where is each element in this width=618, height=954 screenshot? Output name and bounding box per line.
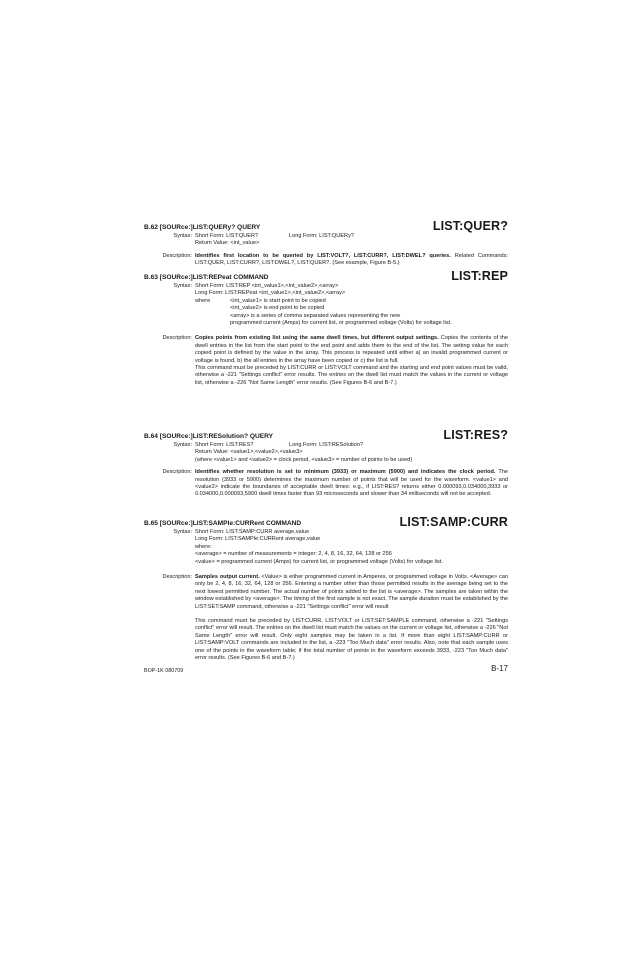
description-body	[195, 574, 508, 662]
where-item: programmed current (Amps) for current list, or programmed voltage (Volts) for voltage list.	[230, 320, 452, 327]
section-title: B.63 [SOURce:]LIST:REPeat COMMAND	[144, 274, 269, 281]
syntax-body	[195, 529, 508, 566]
description-text: Related Commands: LIST:QUER, LIST:CURR?, LIST:DWEL?, LIST:QUER?. (See example, Figure B-5.)	[195, 252, 509, 267]
section-command-heading: LIST:RES?	[443, 428, 508, 442]
syntax-row	[144, 233, 508, 248]
syntax-body	[195, 233, 508, 248]
description-text: <Value> is either programmed current in Amperes, or programmed voltage in Volts. <Average> can only be 2, 4, 8, 16, 32, 64, 128 or 256. Entering a number other than those permitted results in the average being set to the next lowest permitted number. The actual number of points added to the list is <average>. The samples are taken within the window established by <average>. The timing of the first sample is not exact. The sample duration must be established by the LIST:SET:SAMP command, otherwise a -221 "Settings conflict" error will result	[195, 574, 508, 610]
description-body	[195, 335, 508, 387]
return-value: Return Value: <int_value>	[195, 240, 260, 247]
where-item: <int_value2> is end point to be copied	[230, 305, 325, 312]
description-text: Copies the contents of the dwell entries in the list from the start point to the end point and adds them to the end of the list. The setting value for each copied point is defined by the value in the array. This process is repeated until either a) an invalid programmed current or voltage is found, b) the all entries in the array have been copied or c) the list is full.	[195, 335, 509, 364]
section-b63	[144, 268, 508, 387]
section-header	[144, 514, 508, 528]
syntax-row	[144, 283, 508, 327]
where-item: <value> = programmed current (Amps) for current list, or programmed voltage (Volts) for voltage list.	[195, 558, 443, 565]
section-b64	[144, 427, 508, 499]
description-label: Description:	[162, 252, 192, 259]
syntax-label: Syntax:	[173, 442, 192, 448]
section-header	[144, 427, 508, 441]
section-header	[144, 218, 508, 232]
syntax-label: Syntax:	[173, 233, 192, 239]
short-form: Short Form: LIST:RES?	[195, 442, 254, 448]
description-label: Description:	[162, 335, 192, 342]
section-b65	[144, 514, 508, 663]
section-command-heading: LIST:SAMP:CURR	[399, 515, 508, 529]
description-lead: Copies points from existing list using the same dwell times, but different output settings.	[195, 335, 439, 342]
description-label: Description:	[162, 574, 192, 581]
syntax-body	[195, 283, 508, 327]
long-form: Long Form: LIST:SAMPle:CURRent average,value	[195, 536, 321, 543]
description-row	[144, 574, 508, 662]
section-command-heading: LIST:QUER?	[432, 219, 508, 233]
section-title: B.65 [SOURce:]LIST:SAMPle:CURRent COMMAND	[144, 520, 302, 527]
description-lead: Identifies whether resolution is set to minimum (3933) or maximum (5900) and indicates the clock period.	[195, 469, 496, 476]
where-item: <int_value1> is start point to be copied	[230, 297, 326, 304]
short-form: Short Form: LIST:REP <int_value1>,<int_value2>,<array>	[195, 283, 339, 289]
where-label: where:	[195, 543, 212, 550]
description-row	[144, 335, 508, 387]
description-body	[195, 469, 508, 499]
section-command-heading: LIST:REP	[451, 269, 508, 283]
section-title: B.62 [SOURce:]LIST:QUERy? QUERY	[144, 224, 261, 231]
syntax-label: Syntax:	[173, 529, 192, 535]
where-item: <average> = number of measurements = integer: 2, 4, 8, 16, 32, 64, 128 or 256	[195, 551, 392, 558]
long-form: Long Form: LIST:QUERy?	[289, 233, 354, 239]
long-form: Long Form: LIST:RESolution?	[289, 442, 363, 448]
description-lead: Identifies first location to be queried by LIST:VOLT?, LIST:CURR?, LIST:DWEL? queries.	[195, 252, 451, 259]
description-row	[144, 469, 508, 499]
where-note: (where <value1> and <value2> = clock period, <value3> = number of points to be used)	[195, 456, 413, 463]
short-form: Short Form: LIST:QUER?	[195, 233, 259, 239]
section-b62	[144, 218, 508, 268]
long-form: Long Form: LIST:REPeat <int_value1>,<int_value2>,<array>	[195, 290, 346, 297]
description-label: Description:	[162, 469, 192, 476]
return-value: Return Value: <value1>,<value2>,<value3>	[195, 449, 303, 456]
description-text: The resolution (3933 or 5900) determines the maximum number of points that will be used for the waveform. <value1> and <value2> indicate the boundaries of acceptable dwell times: e.g., if LIST:RES? returns either 0.000093,0.034000,3933 or 0.034000,0.000093,5900 dwell times faster than 93 microseconds and slower than 34 milliseconds will not be accepted.	[195, 469, 509, 498]
section-title: B.64 [SOURce:]LIST:RESolution? QUERY	[144, 433, 274, 440]
section-header	[144, 268, 508, 282]
syntax-body	[195, 442, 508, 464]
footer-page-number: B-17	[491, 664, 508, 673]
description-lead: Samples output current.	[195, 574, 260, 581]
description-body	[195, 253, 508, 268]
description-paragraph: This command must be preceded by LIST:CURR, LIST:VOLT or LIST:SET:SAMPLE command, otherwise a -221 "Settings conflict" error will result. The entries on the dwell list must match the values on the current or voltage list, otherwise a -226 "Not Same Length" error will result. Only eight samples may be taken in a list. If more than eight LIST:SAMP:CURR or LIST:SAMP:VOLT commands are included in the list, a -223 "Too Much data" error results. Also, note that each sample uses one of the points in the waveform table; if the total number of points in the waveform exceeds 3933, -223 "Too Much data" error results. (See Figures B-6 and B-7.)	[195, 618, 508, 662]
description-row	[144, 253, 508, 268]
syntax-label: Syntax:	[173, 283, 192, 289]
short-form: Short Form: LIST:SAMP:CURR average,value	[195, 529, 310, 535]
syntax-row	[144, 529, 508, 566]
footer-document-id: BOP-1K 080709	[144, 668, 184, 674]
description-paragraph: This command must be preceded by LIST:CURR or LIST:VOLT command and the starting and end point values must be valid, otherwise a -221 "Settings conflict" error results. The entries on the dwell list must match the values in the current or voltage list, otherwise a -226 "Not Same Length" error results. (See Figures B-6 and B-7.)	[195, 365, 508, 386]
where-item: <array> is a series of comma separated values representing the new	[230, 312, 401, 319]
where-label: where	[195, 297, 211, 304]
syntax-row	[144, 442, 508, 464]
